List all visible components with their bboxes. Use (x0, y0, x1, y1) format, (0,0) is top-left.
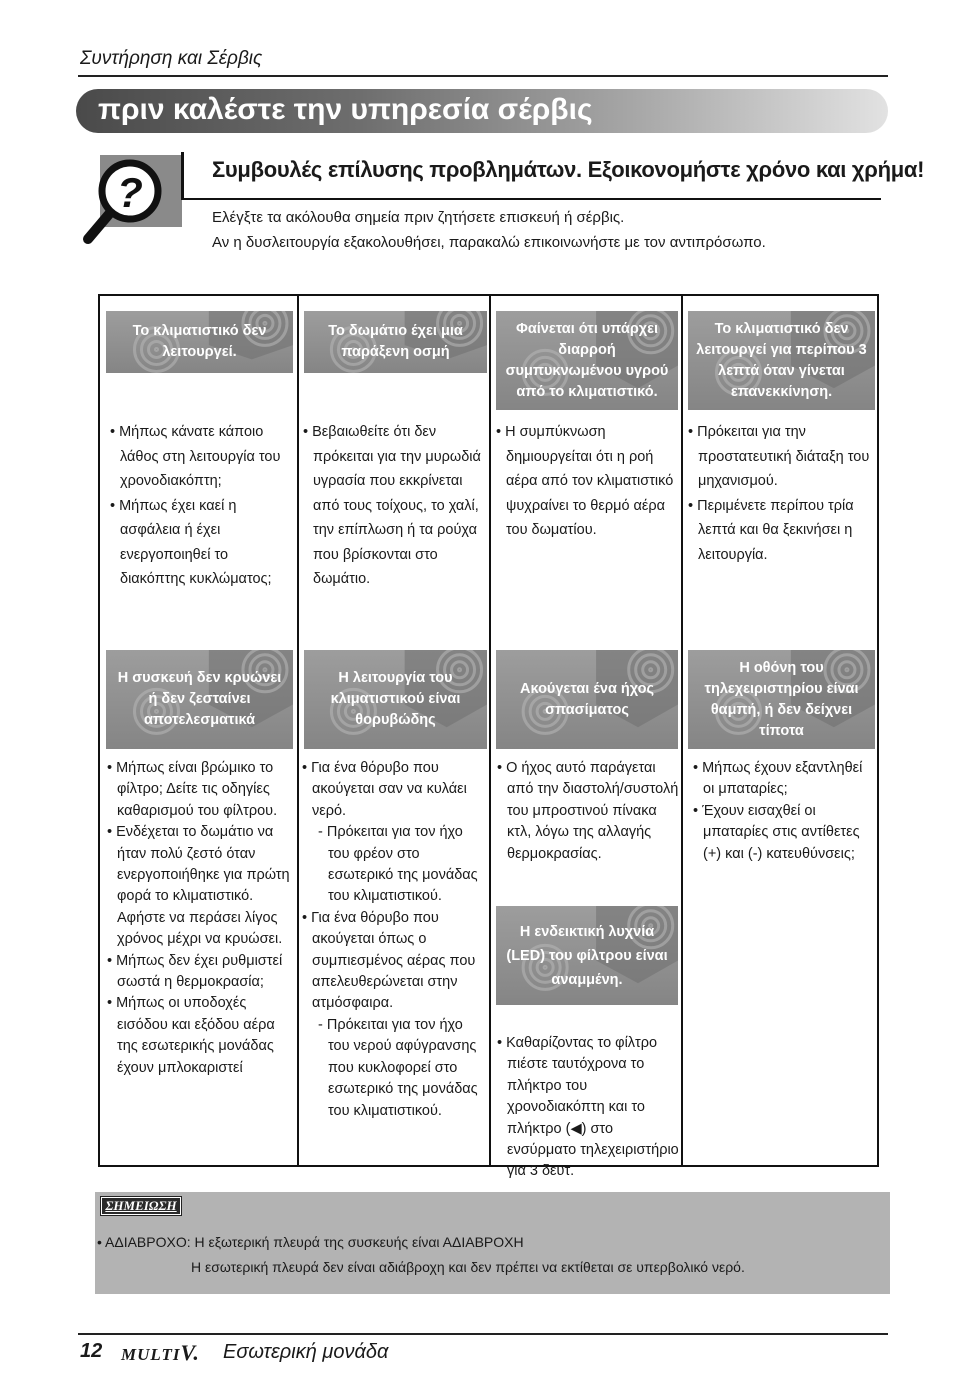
answer-item: • Πρόκειται για την προστατευτική διάταξη του μηχανισμού. (688, 424, 870, 489)
answer-list (497, 758, 679, 865)
grid-divider (297, 294, 299, 1167)
problem-box (688, 650, 875, 749)
answer-item: • Μήπως οι υποδοχές εισόδου και εξόδου αέρα της εσωτερικής μονάδας έχουν μπλοκαριστεί (107, 995, 275, 1076)
answer-list (107, 758, 294, 1079)
problem-label: Η συσκευή δεν κρυώνει ή δεν ζεσταίνει αποτελεσματικά (117, 670, 282, 728)
problem-box (688, 311, 875, 410)
problem-label: Το δωμάτιο έχει μια παράξενη οσμή (328, 323, 463, 360)
problem-box (304, 311, 487, 373)
answer-list (302, 758, 487, 1122)
answer-item: • Έχουν εισαχθεί οι μπαταρίες στις αντίθετες (+) και (-) κατευθύνσεις; (693, 802, 860, 862)
answer-item: • Ο ήχος αυτό παράγεται από την διαστολή/συστολή του μπροστινού πίνακα κτλ, λόγω της αλλαγής θερμοκρασίας. (497, 760, 679, 862)
problem-box (106, 311, 293, 373)
answer-item: • Μήπως κάνατε κάποιο λάθος στη λειτουργία του χρονοδιακόπτη; (110, 424, 281, 489)
answer-item: • Περιμένετε περίπου τρία λεπτά και θα ξεκινήσει η λειτουργία. (688, 497, 854, 563)
note-line-2: Η εσωτερική πλευρά δεν είναι αδιάβροχη και δεν πρέπει να εκτίθεται σε υπερβολικό νερό. (191, 1259, 745, 1275)
answer-item: • Μήπως έχουν εξαντληθεί οι μπαταρίες; (693, 760, 863, 798)
top-divider (78, 75, 888, 77)
problem-label: Το κλιματιστικό δεν λειτουργεί. (132, 323, 267, 360)
answer-item: • Μήπως έχει καεί η ασφάλεια ή έχει ενεργοποιηθεί το διακόπτης κυκλώματος; (110, 497, 272, 587)
answer-list (110, 420, 294, 592)
answer-list (303, 420, 487, 592)
svg-text:?: ? (117, 169, 143, 216)
problem-label: Η ενδεικτική λυχνία (LED) του φίλτρου είναι αναμμένη. (506, 923, 668, 988)
answer-item: • Βεβαιωθείτε ότι δεν πρόκειται για την μυρωδιά υγρασία που εκκρίνεται από τους τοίχους, το χαλί, την επίπλωση ή τα ρούχα που βρίσκονται στο δωμάτιο. (303, 424, 481, 587)
problem-label: Φαίνεται ότι υπάρχει διαρροή συμπυκνωμένου υγρού από το κλιματιστικό. (505, 320, 669, 400)
problem-label: Το κλιματιστικό δεν λειτουργεί για περίπου 3 λεπτά όταν γίνεται επανεκκίνηση. (696, 320, 867, 400)
page-number: 12 (80, 1340, 103, 1362)
tips-line-1: Ελέγξτε τα ακόλουθα σημεία πριν ζητήσετε επισκευή ή σέρβις. (212, 209, 625, 226)
problem-box (304, 650, 487, 749)
tips-line-2: Αν η δυσλειτουργία εξακολουθήσει, παρακαλώ επικοινωνήστε με τον αντιπρόσωπο. (212, 234, 766, 251)
answer-list (496, 420, 676, 543)
answer-item: • Μήπως δεν έχει ρυθμιστεί σωστά η θερμοκρασία; (107, 952, 283, 991)
grid-divider (489, 294, 491, 1167)
answer-list (693, 758, 877, 865)
note-badge-label: ΣΗΜΕΙΩΣΗ (102, 1198, 180, 1214)
answer-item: • Ενδέχεται το δωμάτιο να ήταν πολύ ζεστό όταν ενεργοποιήθηκε για πρώτη φορά το κλιματιστικό. Αφήστε να περάσει λίγος χρόνος μέχρι να κρυώσει. (107, 824, 290, 948)
answer-item: • Για ένα θόρυβο που ακούγεται όπως ο συμπιεσμένος αέρας που απελευθερώνεται στην ατμόσφαιρα. (302, 909, 476, 1012)
brand-name: MULTI (121, 1345, 181, 1364)
problem-box (496, 906, 678, 1005)
problem-box (106, 650, 293, 749)
answer-item: • Για ένα θόρυβο που ακούγεται σαν να κυλάει νερό. (302, 760, 467, 819)
answer-list (497, 1033, 680, 1183)
problem-box (496, 650, 678, 749)
answer-item: • Μήπως είναι βρώμικο το φίλτρο; Δείτε τις οδηγίες καθαρισμού του φίλτρου. (107, 760, 278, 819)
brand-v: V. (180, 1340, 200, 1365)
problem-box (496, 311, 678, 410)
answer-subitem: - Πρόκειται για τον ήχο του νερού αφύγρανσης που κυκλοφορεί στο εσωτερικό της μονάδας του κλιματιστικού. (318, 1016, 478, 1119)
answer-subitem: - Πρόκειται για τον ήχο του φρέον στο εσωτερικό της μονάδας του κλιματιστικού. (318, 824, 478, 905)
tip-rule (181, 198, 881, 200)
grid-divider (681, 294, 683, 1167)
answer-item: • Η συμπύκνωση δημιουργείται ότι η ροή αέρα από τον κλιματιστικό ψυχραίνει το θερμό αέρα του δωματίου. (496, 424, 674, 538)
magnifier-question-icon (82, 153, 182, 245)
problem-label: Η λειτουργία του κλιματιστικού είναι θορυβώδης (330, 670, 461, 728)
problem-label: Ακούγεται ένα ήχος σπασίματος (520, 680, 654, 718)
brand-logo (121, 1340, 200, 1366)
tips-title: Συμβουλές επίλυσης προβλημάτων. Εξοικονομήστε χρόνο και χρήμα! (212, 157, 925, 182)
page-title: πριν καλέστε την υπηρεσία σέρβις (98, 93, 593, 126)
page-title-bar (76, 89, 888, 133)
note-badge (100, 1196, 182, 1216)
footer-label: Εσωτερική μονάδα (223, 1341, 389, 1363)
answer-list (688, 420, 874, 567)
answer-item: • Καθαρίζοντας το φίλτρο πιέστε ταυτόχρονα το πλήκτρο του χρονοδιακόπτη και το πλήκτρο (◀) στο ενσύρματο τηλεχειριστήριο για 3 δευτ. (497, 1035, 679, 1180)
tip-vertical-rule (181, 152, 184, 200)
note-line-1: • ΑΔΙΑΒΡΟΧΟ: Η εξωτερική πλευρά της συσκευής είναι ΑΔΙΑΒΡΟΧΗ (97, 1234, 524, 1250)
section-label: Συντήρηση και Σέρβις (80, 48, 263, 69)
problem-label: Η οθόνη του τηλεχειριστηρίου είναι θαμπή, ή δεν δείχνει τίποτα (704, 659, 859, 739)
bottom-divider (78, 1333, 888, 1335)
